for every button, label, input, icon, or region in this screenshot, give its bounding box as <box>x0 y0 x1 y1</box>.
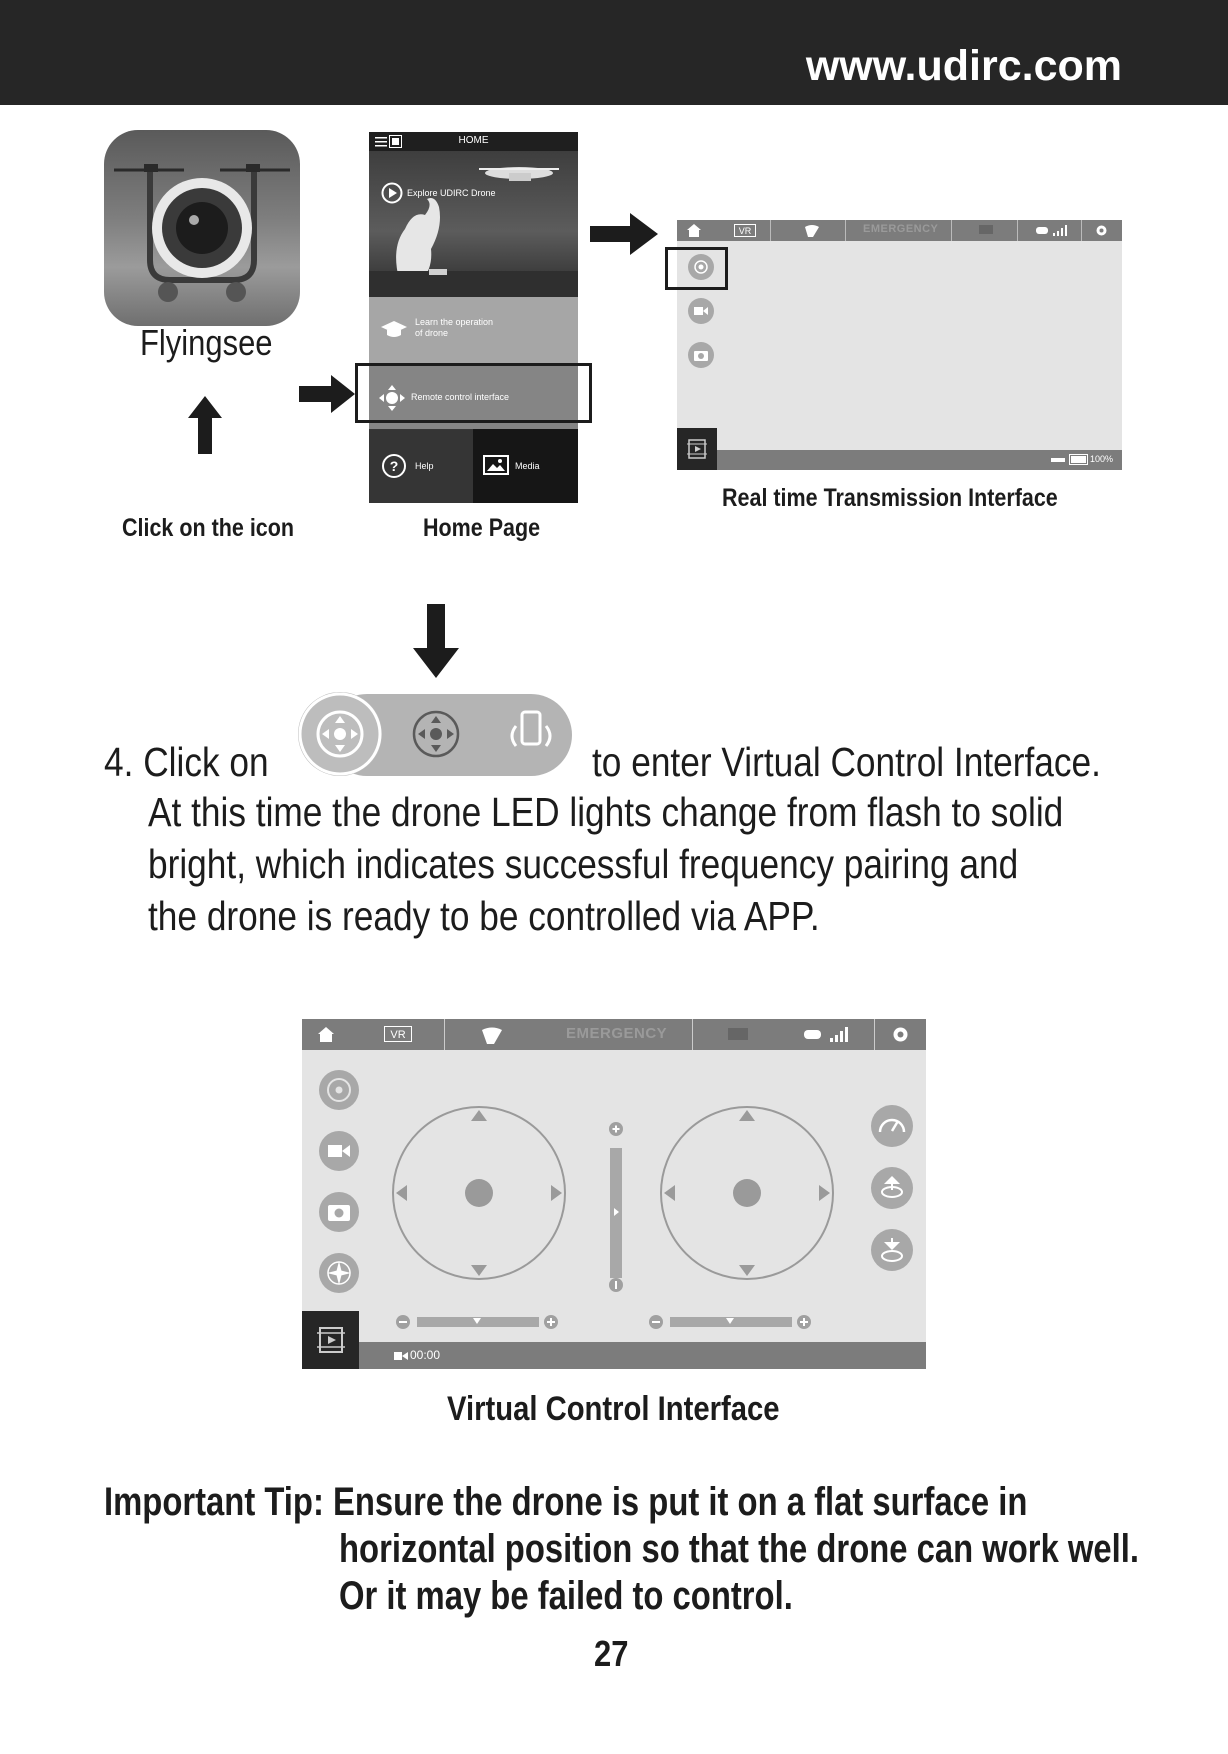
drone-photo <box>369 151 578 297</box>
explore-label: Explore UDIRC Drone <box>407 188 496 198</box>
help-item[interactable] <box>369 429 473 503</box>
left-trim-slider[interactable] <box>395 1314 559 1330</box>
home-page-caption: Home Page <box>423 514 541 542</box>
camera-icon[interactable] <box>319 1192 359 1232</box>
message-icon[interactable] <box>728 1028 748 1042</box>
media-item[interactable] <box>473 429 578 503</box>
learn-label-1: Learn the operation <box>415 317 494 327</box>
right-joystick[interactable] <box>658 1104 836 1282</box>
svg-text:?: ? <box>389 458 399 474</box>
gamepad-signal-icon[interactable] <box>1036 224 1070 237</box>
tip-line2: horizontal position so that the drone can work well. <box>339 1527 1140 1571</box>
graduation-cap-icon <box>381 319 407 339</box>
emergency-button[interactable]: EMERGENCY <box>863 223 939 235</box>
battery-icon <box>1069 454 1089 465</box>
home-title: HOME <box>458 135 489 146</box>
vr-icon[interactable] <box>384 1026 412 1042</box>
step4-line4: the drone is ready to be controlled via APP. <box>148 893 820 939</box>
landing-icon[interactable] <box>871 1229 913 1271</box>
home-page-screen <box>369 132 578 503</box>
realtime-top-bar <box>677 220 1122 241</box>
tip-line3: Or it may be failed to control. <box>339 1574 793 1618</box>
message-icon[interactable] <box>979 225 993 236</box>
flyingsee-app-icon[interactable] <box>104 130 300 326</box>
app-name: Flyingsee <box>140 322 273 363</box>
film-icon <box>317 1325 345 1355</box>
virtual-control-icon[interactable] <box>319 1070 359 1110</box>
explore-banner[interactable] <box>369 151 578 297</box>
step4-line2: At this time the drone LED lights change from flash to solid <box>148 789 1064 835</box>
battery-percent: 100% <box>1090 454 1114 464</box>
virtual-control-screen <box>302 1019 926 1369</box>
virtual-status-bar <box>302 1342 926 1369</box>
tip-line1: Important Tip: Ensure the drone is put it on a flat surface in <box>104 1480 1028 1524</box>
help-icon <box>381 453 407 479</box>
right-trim-slider[interactable] <box>648 1314 812 1330</box>
svg-text:VR: VR <box>390 1029 406 1041</box>
step4-suffix: to enter Virtual Control Interface. <box>592 739 1101 785</box>
page-header <box>0 0 1228 105</box>
media-gallery-button[interactable] <box>302 1311 359 1369</box>
play-icon <box>381 182 403 204</box>
help-label: Help <box>415 461 434 471</box>
vr-icon[interactable] <box>734 224 756 237</box>
realtime-caption: Real time Transmission Interface <box>722 484 1058 512</box>
gear-icon[interactable] <box>1095 224 1108 237</box>
home-icon[interactable] <box>318 1027 334 1042</box>
media-gallery-button[interactable] <box>677 428 717 470</box>
left-joystick[interactable] <box>390 1104 568 1282</box>
step4-line3: bright, which indicates successful frequency pairing and <box>148 841 1019 887</box>
realtime-status-bar <box>677 450 1122 470</box>
record-icon <box>394 1351 408 1361</box>
highlight-box <box>665 247 728 290</box>
gear-icon[interactable] <box>892 1026 909 1043</box>
learn-label-2: of drone <box>415 328 449 338</box>
learn-item[interactable] <box>369 297 578 365</box>
highlight-box <box>355 363 592 423</box>
svg-text:VR: VR <box>738 226 752 236</box>
right-arrow-icon <box>590 213 658 255</box>
up-arrow-icon <box>188 396 222 454</box>
control-mode-toggle[interactable] <box>296 690 576 780</box>
media-label: Media <box>515 461 540 471</box>
image-icon <box>483 455 509 475</box>
page-number: 27 <box>594 1633 629 1674</box>
speed-icon[interactable] <box>871 1105 913 1147</box>
gamepad-signal-icon[interactable] <box>804 1026 854 1043</box>
remote-label: Remote control interface <box>411 392 510 402</box>
virtual-caption: Virtual Control Interface <box>447 1390 780 1428</box>
video-icon[interactable] <box>688 298 714 324</box>
throttle-slider[interactable] <box>607 1122 625 1292</box>
film-icon <box>687 438 707 460</box>
icon-caption: Click on the icon <box>122 514 295 542</box>
site-url: www.udirc.com <box>805 42 1122 90</box>
realtime-screen <box>677 220 1122 470</box>
virtual-top-bar <box>302 1019 926 1050</box>
takeoff-icon[interactable] <box>871 1167 913 1209</box>
compass-icon[interactable] <box>319 1253 359 1293</box>
step4-prefix: 4. Click on <box>104 739 269 785</box>
video-icon[interactable] <box>319 1131 359 1171</box>
control-mode-toggle-graphic <box>296 690 576 780</box>
gesture-icon[interactable] <box>803 223 821 238</box>
recording-time: 00:00 <box>410 1348 441 1362</box>
emergency-button[interactable]: EMERGENCY <box>566 1025 668 1042</box>
home-top-bar <box>369 132 578 151</box>
down-arrow-icon <box>413 604 459 678</box>
home-icon[interactable] <box>687 224 701 237</box>
right-arrow-icon <box>299 375 355 413</box>
drone-status-icon <box>1051 456 1065 464</box>
gesture-icon[interactable] <box>480 1025 504 1045</box>
camera-icon[interactable] <box>688 342 714 368</box>
drone-camera-icon <box>104 130 300 326</box>
